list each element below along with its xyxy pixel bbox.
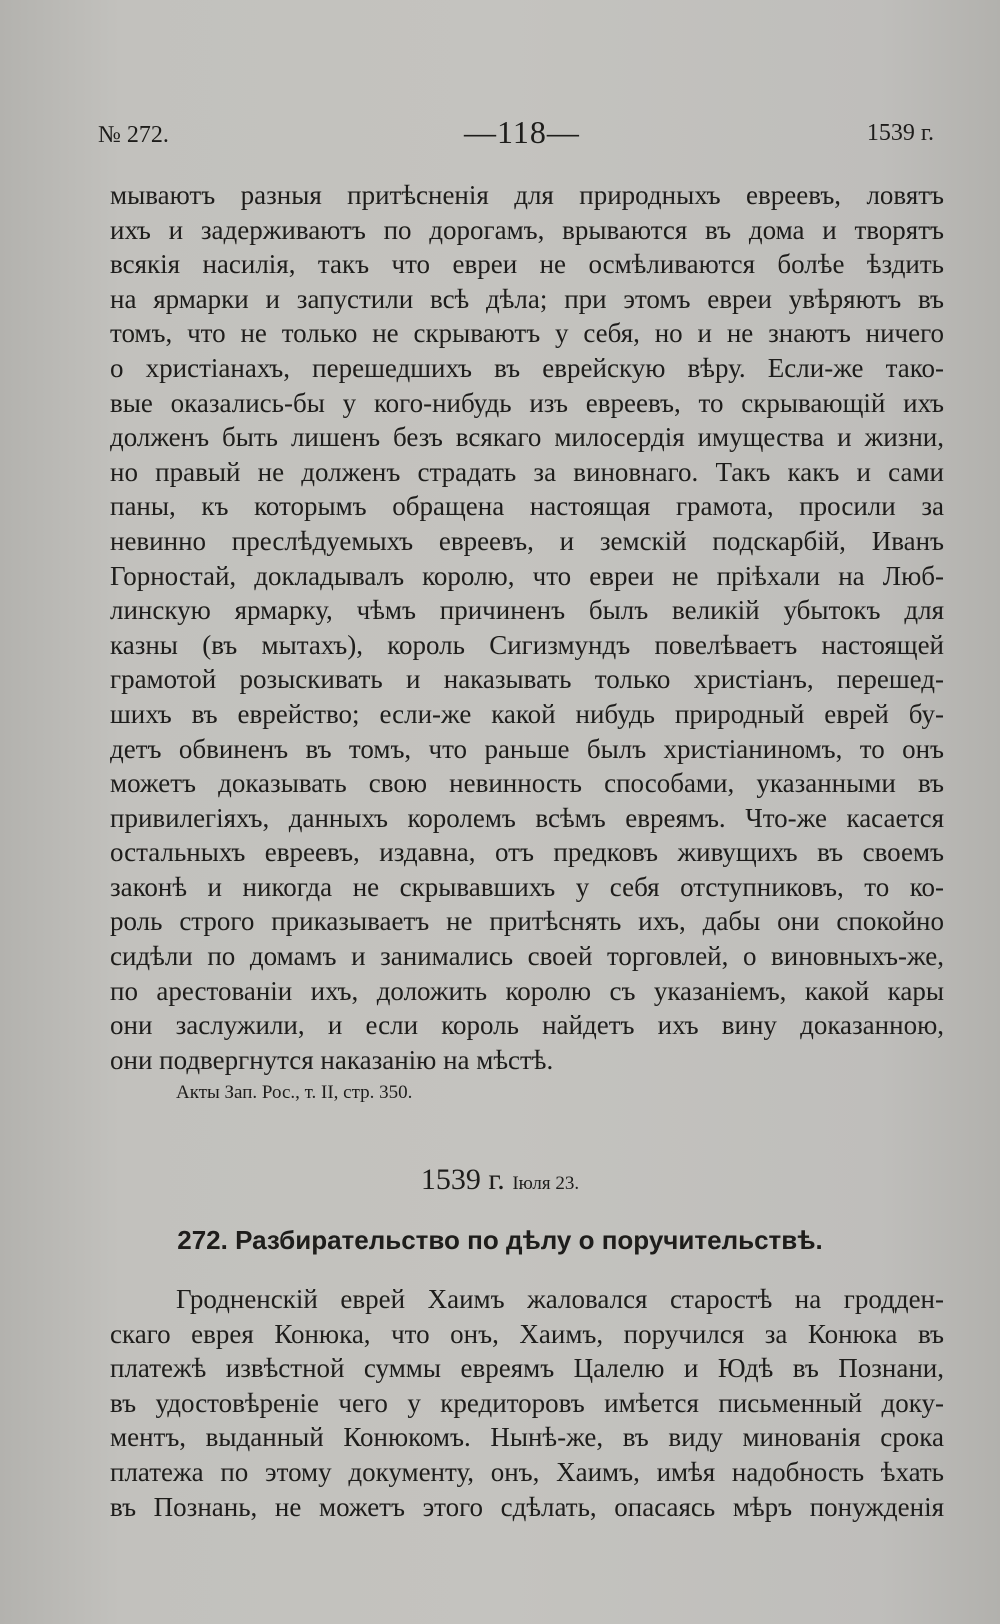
text-line: долженъ быть лишенъ безъ всякаго милосердія имущества и жизни, xyxy=(110,422,944,453)
text-line: платежа по этому документу, онъ, Хаимъ, имѣя надобность ѣхать xyxy=(110,1456,944,1487)
text-line: скаго еврея Конюка, что онъ, Хаимъ, поручился за Конюка въ xyxy=(110,1318,944,1349)
text-line: сидѣли по домамъ и занимались своей торговлей, о виновныхъ-же, xyxy=(110,941,944,972)
text-line: казны (въ мытахъ), король Сигизмундъ повелѣваетъ настоящей xyxy=(110,629,944,660)
source-citation: Акты Зап. Рос., т. II, стр. 350. xyxy=(176,1082,413,1103)
date-year: 1539 г. xyxy=(420,1163,505,1196)
text-line: Гродненскій еврей Хаимъ жаловался старостѣ на гродден- xyxy=(176,1284,944,1314)
text-line: всякія насилія, такъ что евреи не осмѣливаются болѣе ѣздить xyxy=(110,249,944,280)
text-line: законѣ и никогда не скрывавшихъ у себя отступниковъ, то ко- xyxy=(110,871,944,902)
text-line: о христіанахъ, перешедшихъ въ еврейскую вѣру. Если-же тако- xyxy=(110,352,944,383)
text-line: можетъ доказывать свою невинность способами, указанными въ xyxy=(110,768,944,799)
document-title: 272. Разбирательство по дѣлу о поручительствѣ. xyxy=(177,1225,823,1255)
text-line: они подвергнутся наказанію на мѣстѣ. xyxy=(110,1044,554,1075)
text-line: привилегіяхъ, данныхъ королемъ всѣмъ евреямъ. Что-же касается xyxy=(110,802,944,833)
text-line: грамотой розыскивать и наказывать только христіанъ, перешед- xyxy=(110,664,944,695)
new-paragraph xyxy=(110,1282,944,1524)
text-line: по арестованіи ихъ, доложить королю съ указаніемъ, какой кары xyxy=(110,975,944,1006)
text-line: остальныхъ евреевъ, издавна, отъ предковъ живущихъ въ своемъ xyxy=(110,837,944,868)
text-line: вые оказались-бы у кого-нибудь изъ евреевъ, то скрывающій ихъ xyxy=(110,387,944,418)
text-line: они заслужили, и если король найдетъ ихъ вину доказанною, xyxy=(110,1010,944,1041)
text-line: паны, къ которымъ обращена настоящая грамота, просили за xyxy=(110,491,944,522)
text-line: томъ, что не только не скрываютъ у себя, но и не знаютъ ничего xyxy=(110,318,944,349)
text-line: роль строго приказываетъ не притѣснять ихъ, дабы они спокойно xyxy=(110,906,944,937)
text-line: линскую ярмарку, чѣмъ причиненъ былъ великій убытокъ для xyxy=(110,595,944,626)
text-line: платежѣ извѣстной суммы евреямъ Цалелю и Юдѣ въ Познани, xyxy=(110,1353,944,1384)
header-year: 1539 г. xyxy=(866,120,934,146)
date-day: Іюля 23. xyxy=(512,1173,580,1194)
text-line: на ярмарки и запустили всѣ дѣла; при этомъ евреи увѣряютъ въ xyxy=(110,283,944,314)
text-line: шихъ въ еврейство; если-же какой нибудь природный еврей бу- xyxy=(110,698,944,729)
text-line: невинно преслѣдуемыхъ евреевъ, и земскій подскарбій, Иванъ xyxy=(110,525,944,556)
text-line: детъ обвиненъ въ томъ, что раньше былъ христіаниномъ, то онъ xyxy=(110,733,944,764)
date-heading xyxy=(0,1163,1000,1197)
continued-paragraph xyxy=(110,178,944,1077)
text-line: въ удостовѣреніе чего у кредиторовъ имѣется письменный доку- xyxy=(110,1387,944,1418)
text-line: мываютъ разныя притѣсненія для природныхъ евреевъ, ловятъ xyxy=(110,180,944,210)
text-line: ментъ, выданный Конюкомъ. Нынѣ-же, въ виду минованія срока xyxy=(110,1422,944,1453)
text-line: но правый не долженъ страдать за виновнаго. Такъ какъ и сами xyxy=(110,456,944,487)
page-number: —118— xyxy=(464,114,580,150)
document-number: № 272. xyxy=(98,122,169,148)
page-header xyxy=(98,112,934,158)
text-line: Горностай, докладывалъ королю, что евреи не пріѣхали на Люб- xyxy=(110,560,944,591)
text-line: въ Познань, не можетъ этого сдѣлать, опасаясь мѣръ понужденія xyxy=(110,1491,944,1522)
text-line: ихъ и задерживаютъ по дорогамъ, врываются въ дома и творятъ xyxy=(110,214,944,245)
